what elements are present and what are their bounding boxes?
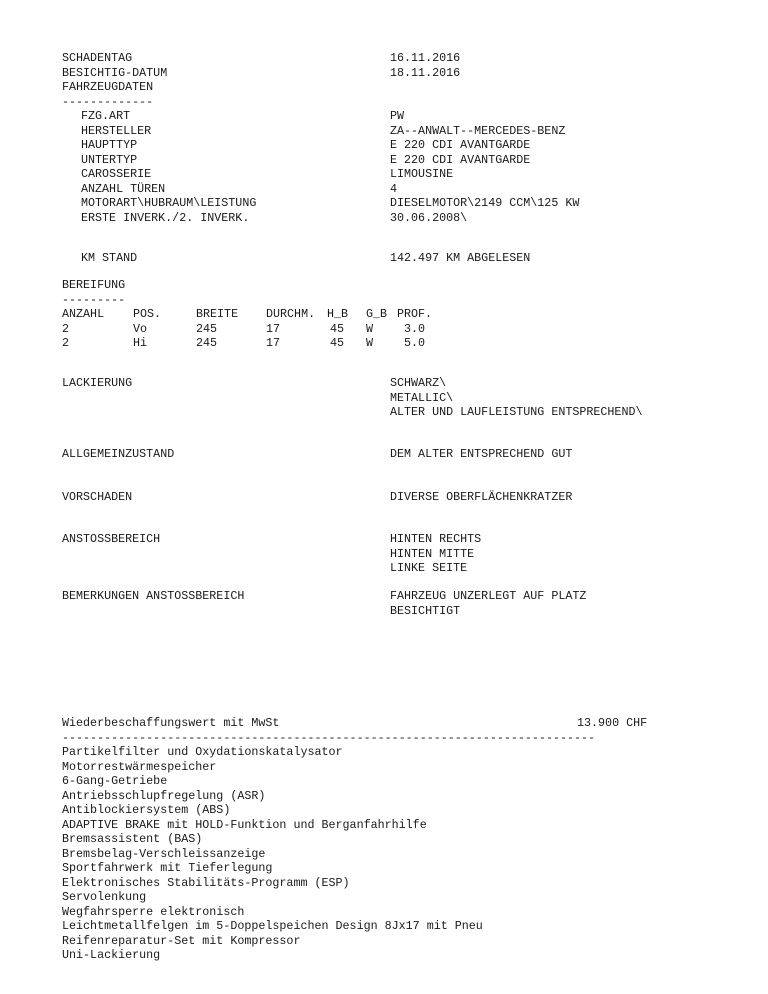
lackierung-line: ALTER UND LAUFLEISTUNG ENTSPRECHEND\ [390, 405, 643, 419]
list-item: Antiblockiersystem (ABS) [62, 803, 231, 817]
vorschaden-value: DIVERSE OBERFLÄCHENKRATZER [390, 490, 573, 504]
list-item: Wegfahrsperre elektronisch [62, 904, 245, 919]
col-header-prof: PROF. [397, 307, 433, 321]
vorschaden-label: VORSCHADEN [62, 490, 133, 504]
list-item: Bremsbelag-Verschleissanzeige [62, 846, 266, 861]
anstossbereich-line: HINTEN MITTE [390, 546, 475, 561]
separator-short: ------------- [62, 94, 154, 109]
cell-prof: 3.0 [404, 321, 426, 336]
cell-pos: Vo [133, 321, 148, 336]
km-stand-value: 142.497 KM ABGELESEN [390, 251, 531, 265]
cell-durchm: 17 [266, 321, 281, 336]
cell-durchm: 17 [266, 336, 281, 350]
list-item: Bremsassistent (BAS) [62, 832, 203, 846]
col-header-durchm: DURCHM. [266, 307, 316, 321]
col-header-anzahl: ANZAHL [62, 307, 105, 321]
besichtig-datum-value: 18.11.2016 [390, 65, 461, 80]
col-header-g-b: G_B [366, 307, 388, 321]
hersteller-value: ZA--ANWALT--MERCEDES-BENZ [390, 123, 566, 138]
haupttyp-label: HAUPTTYP [81, 138, 138, 152]
cell-h-b: 45 [330, 321, 345, 336]
untertyp-value: E 220 CDI AVANTGARDE [390, 152, 531, 167]
list-item: Sportfahrwerk mit Tieferlegung [62, 861, 273, 875]
list-item: Elektronisches Stabilitäts-Programm (ESP) [62, 875, 350, 890]
list-item: Uni-Lackierung [62, 948, 161, 962]
cell-pos: Hi [133, 336, 148, 350]
anzahl-tueren-label: ANZAHL TÜREN [81, 181, 166, 196]
separator-long: ---------------------------------------------------------------------------- [62, 730, 596, 745]
cell-prof: 5.0 [404, 336, 426, 350]
bereifung-separator: --------- [62, 292, 126, 307]
list-item: Partikelfilter und Oxydationskatalysator [62, 745, 343, 759]
bemerkungen-line: BESICHTIGT [390, 603, 461, 618]
cell-g-b: W [366, 336, 374, 350]
anstossbereich-line: HINTEN RECHTS [390, 532, 482, 546]
cell-g-b: W [366, 321, 374, 336]
wiederbeschaffungswert-label: Wiederbeschaffungswert mit MwSt [62, 716, 280, 730]
col-header-pos: POS. [133, 307, 162, 321]
lackierung-line: SCHWARZ\ [390, 376, 447, 390]
km-stand-label: KM STAND [81, 251, 138, 265]
wiederbeschaffungswert-value: 13.900 CHF [577, 716, 648, 730]
col-header-breite: BREITE [196, 307, 239, 321]
cell-anzahl: 2 [62, 321, 70, 336]
list-item: Reifenreparatur-Set mit Kompressor [62, 933, 301, 948]
allgemeinzustand-value: DEM ALTER ENTSPRECHEND GUT [390, 447, 573, 461]
untertyp-label: UNTERTYP [81, 152, 138, 167]
hersteller-label: HERSTELLER [81, 123, 152, 138]
list-item: Servolenkung [62, 890, 147, 904]
list-item: Antriebsschlupfregelung (ASR) [62, 788, 266, 803]
schadentag-label: SCHADENTAG [62, 51, 133, 65]
carosserie-label: CAROSSERIE [81, 167, 152, 181]
list-item: Motorrestwärmespeicher [62, 759, 217, 774]
erste-inverk-value: 30.06.2008\ [390, 210, 468, 225]
anstossbereich-line: LINKE SEITE [390, 561, 468, 575]
schadentag-value: 16.11.2016 [390, 51, 461, 65]
allgemeinzustand-label: ALLGEMEINZUSTAND [62, 447, 175, 461]
col-header-h-b: H_B [327, 307, 349, 321]
motorart-value: DIESELMOTOR\2149 CCM\125 KW [390, 196, 580, 210]
list-item: 6-Gang-Getriebe [62, 774, 168, 788]
carosserie-value: LIMOUSINE [390, 167, 454, 181]
lackierung-label: LACKIERUNG [62, 376, 133, 390]
anstossbereich-label: ANSTOSSBEREICH [62, 532, 161, 546]
erste-inverk-label: ERSTE INVERK./2. INVERK. [81, 210, 250, 225]
list-item: ADAPTIVE BRAKE mit HOLD-Funktion und Berganfahrhilfe [62, 817, 427, 832]
bemerkungen-label: BEMERKUNGEN ANSTOSSBEREICH [62, 589, 245, 603]
fahrzeugdaten-title: FAHRZEUGDATEN [62, 80, 154, 94]
cell-breite: 245 [196, 336, 218, 350]
cell-h-b: 45 [330, 336, 345, 350]
bereifung-title: BEREIFUNG [62, 278, 126, 292]
fzg-art-value: PW [390, 109, 405, 123]
haupttyp-value: E 220 CDI AVANTGARDE [390, 138, 531, 152]
besichtig-datum-label: BESICHTIG-DATUM [62, 65, 168, 80]
list-item: Leichtmetallfelgen im 5-Doppelspeichen Design 8Jx17 mit Pneu [62, 919, 483, 933]
cell-anzahl: 2 [62, 336, 70, 350]
motorart-label: MOTORART\HUBRAUM\LEISTUNG [81, 196, 257, 210]
fzg-art-label: FZG.ART [81, 109, 131, 123]
lackierung-line: METALLIC\ [390, 390, 454, 405]
anzahl-tueren-value: 4 [390, 181, 398, 196]
bemerkungen-line: FAHRZEUG UNZERLEGT AUF PLATZ [390, 589, 587, 603]
cell-breite: 245 [196, 321, 218, 336]
